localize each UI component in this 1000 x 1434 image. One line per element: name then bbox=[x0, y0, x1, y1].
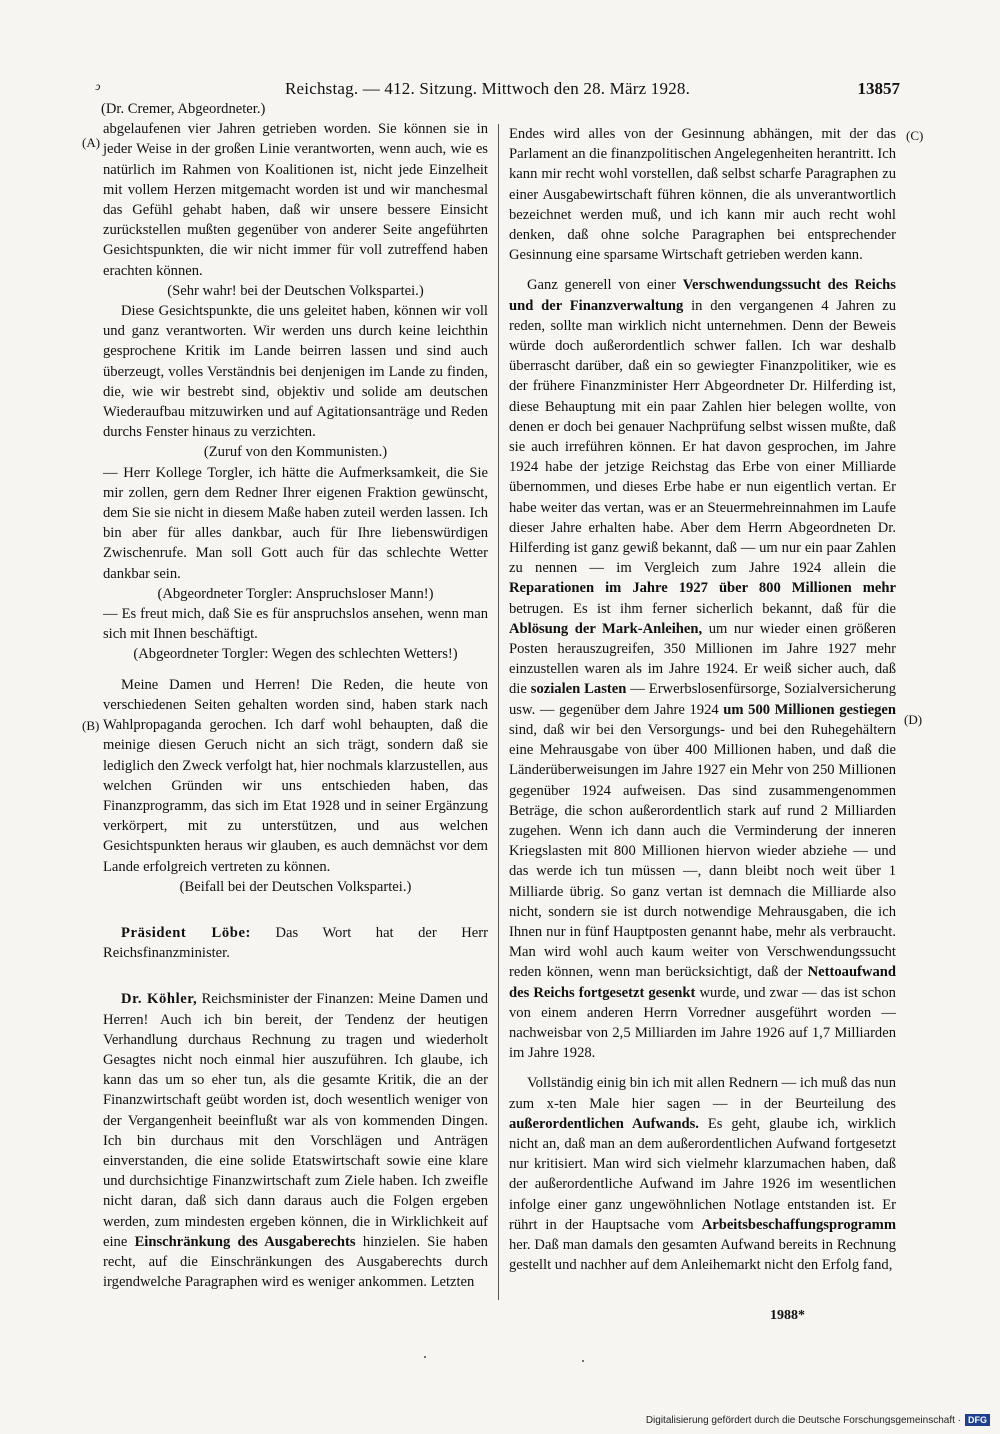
emphasis: Nettoaufwand des Reichs fortgesetzt gesenkt bbox=[509, 964, 896, 1001]
emphasis: Ablösung der Mark-Anleihen, bbox=[509, 620, 703, 637]
paragraph: Diese Gesichtspunkte, die uns geleitet haben, können wir voll und ganz verantworten. Wir werden uns durch keine leichthin gesprochene Kritik im Lande beirren lassen und sind auch überzeugt, volles Verständnis bei denjenigen im Lande zu finden, die, wie wir bestrebt sind, objektiv und solide am deutschen Wiederaufbau mitzuwirken und auf Agitationsanträge und Reden durchs Fenster hinaus zu verzichten. bbox=[103, 303, 488, 441]
credit-text: Digitalisierung gefördert durch die Deutsche Forschungsgemeinschaft · bbox=[645, 1414, 961, 1426]
header-margin-mark: ↄ bbox=[95, 79, 101, 93]
interjection: (Abgeordneter Torgler: Wegen des schlechten Wetters!) bbox=[133, 646, 458, 663]
dfg-logo: DFG bbox=[965, 1414, 990, 1426]
paragraph bbox=[509, 1073, 896, 1275]
speech-text: Meine Damen und Herren! Auch ich bin bereit, der Tendenz der heutigen Verhandlung durchaus Rechnung zu tragen und wiederholt Gesagtes nicht noch einmal hier auszuführen. Ich glaube, ich kann das um so eher tun, als die gesamte Kritik, die an der Finanzwirtschaft geübt worden ist, doch wesentlich weniger von der Vergangenheit beeinflußt war als von kommenden Dingen. Ich bin durchaus mit den Vorschlägen und Anträgen einverstanden, die eine solide Etatswirtschaft sowie eine klare und durchsichtige Finanzwirtschaft zum Ziele haben. Ich zweifle nicht daran, daß sich dann daraus auch die Folgen ergeben werden, zum mindesten ergeben können, die in Wirklichkeit auf eine bbox=[103, 991, 488, 1250]
speaker-name: Präsident Löbe: bbox=[121, 924, 251, 941]
paragraph: — Es freut mich, daß Sie es für anspruchslos ansehen, wenn man sich mit Ihnen beschäftigt. bbox=[103, 606, 488, 643]
text-run: wurde, und zwar — das ist schon von einem anderen Herrn Vorredner ausgeführt worden — nachweisbar von 2,5 Milliarden im Jahre 1926 auf 1,7 Milliarden im Jahre 1928. bbox=[509, 984, 896, 1062]
emphasis: Arbeitsbeschaffungsprogramm bbox=[701, 1216, 896, 1233]
emphasis: Verschwendungssucht des Reichs und der Finanzverwaltung bbox=[509, 277, 896, 314]
page-number: 13857 bbox=[857, 79, 900, 98]
left-column bbox=[103, 99, 488, 1292]
margin-marker-b: (B) bbox=[82, 718, 100, 733]
interjection: (Beifall bei der Deutschen Volkspartei.) bbox=[179, 878, 412, 895]
margin-marker-a: (A) bbox=[82, 135, 101, 150]
text-run: Vollständig einig bin ich mit allen Rednern — ich muß das nun zum x-ten Male hier sagen — in der Beurteilung des bbox=[509, 1075, 896, 1112]
digitization-credit bbox=[646, 1414, 990, 1426]
text-run: in den vergangenen 4 Jahren zu reden, sollte man wirklich nicht unternehmen. Denn der Beweis würde doch außerordentlich schwer fallen. Ich war deshalb überrascht darüber, daß ein so gewiegter Finanzpolitiker, wie es der frühere Finanzminister Herr Abgeordneter Dr. Hilferding ist, diese Behauptung mit ein paar Zahlen hier belegen wollte, von denen er doch bei genauer Nachprüfung selbst wissen mußte, daß sie auch irreführen können. Er hat davon gesprochen, im Jahre 1924 habe der jetzige Reichstag das Erbe von einer Milliarde übernommen, und dieses Erbe habe er nun eigentlich vertan. Er habe weiter das vertan, was er an Steuermehreinnahmen im Laufe dieser Jahre erhalten habe. Aber dem Herrn Abgeordneten Dr. Hilferding ist ganz gewiß bekannt, daß — um nur ein paar Zahlen zu nennen — im Vergleich zum Jahre 1924 allein die bbox=[509, 297, 896, 577]
interjection: (Sehr wahr! bei der Deutschen Volkspartei.) bbox=[167, 282, 424, 299]
right-column bbox=[509, 124, 896, 1275]
text-run: sind, daß wir bei den Versorgungs- und bei den Ruhegehältern eine Mehrausgabe von über 400 Millionen haben, und daß die Länderüberweisungen im Jahre 1927 ein Mehr von 250 Millionen gegenüber 1924 aufweisen. Das sind zusammengenommen Beträge, die schon außerordentlich stark auf rund 2 Milliarden zugehen. Wenn ich dann auch die Verminderung der inneren Kriegslasten mit 800 Millionen hiervon wieder abziehe — und das werde ich tun müssen —, dann bleibt noch weit über 1 Milliarde übrig. So ganz vertan ist demnach die Milliarde also nicht, sondern sie ist durch notwendige Mehrausgaben, die ich Ihnen nur in fünf Hauptposten genannt habe, mehr als verbraucht. Man wird wohl auch kaum weiter von Verschwendungssucht reden können, wenn man berücksichtigt, daß der bbox=[509, 721, 896, 981]
text-run: Ganz generell von einer bbox=[527, 277, 677, 294]
statement-text: Das Wort hat der Herr Reichsfinanzminister. bbox=[103, 924, 488, 962]
text-run: betrugen. Es ist ihm ferner sicherlich bekannt, daß für die bbox=[509, 600, 896, 617]
paragraph: Meine Damen und Herren! Die Reden, die heute von verschiedenen Seiten gehalten worden sind, haben stark nach Wahlpropaganda gerochen. Ich darf wohl behaupten, daß die meinige diesen Geruch nicht an sich trägt, sondern daß sie lediglich den Zweck verfolgt hat, hier nochmals klarzustellen, aus welchen Gründen wir uns entschieden haben, das Finanzprogramm, das sich im Etat 1928 und in seiner Ergänzung verkörpert, mit zu unterstützen, und aus welchen Gesichtspunkten heraus wir glauben, es auch demnächst vor dem Lande erfolgreich vertreten zu können. bbox=[103, 676, 488, 875]
text-run: Es geht, glaube ich, wirklich nicht an, daß man an dem außerordentlichen Aufwand fortgesetzt nur kritisiert. Man wird sich vielmehr klarzumachen haben, daß der außerordentliche Aufwand im Jahre 1926 im wesentlichen infolge einer ganz ungewöhnlichen Notlage entstanden ist. Er rührt in der Hauptsache vom bbox=[509, 1115, 896, 1233]
interjection: (Zuruf von den Kommunisten.) bbox=[203, 444, 388, 461]
speaker-name: Dr. Köhler, bbox=[121, 991, 198, 1008]
emphasis: sozialen Lasten bbox=[530, 681, 627, 698]
paragraph bbox=[509, 275, 896, 1063]
running-title: Reichstag. — 412. Sitzung. Mittwoch den 28. März 1928. bbox=[285, 79, 691, 98]
text-run: her. Daß man damals den gesamten Aufwand bereits in Rechnung gestellt und nachher auf dem Anleihemarkt nicht den Erfolg fand, bbox=[509, 1236, 896, 1274]
column-divider bbox=[498, 124, 499, 1300]
paragraph: Endes wird alles von der Gesinnung abhängen, mit der das Parlament an die finanzpolitischen Angelegenheiten herantritt. Ich kann mir recht wohl vorstellen, daß selbst scharfe Paragraphen zu einer Ausgabewirtschaft führen können, die als unverantwortlich bezeichnet werden muß, und ich kann mir auch recht wohl denken, daß ohne solche Paragraphen bei entsprechender Gesinnung eine sparsame Wirtschaft getrieben werden kann. bbox=[509, 126, 896, 264]
speaker-continuation: (Dr. Cremer, Abgeordneter.) bbox=[101, 101, 266, 117]
text-run: — Erwerbslosenfürsorge, Sozialversicherung usw. — gegenüber dem Jahre 1924 bbox=[509, 681, 897, 718]
margin-marker-d: (D) bbox=[904, 712, 923, 727]
paragraph: abgelaufenen vier Jahren getrieben worden. Sie können sie in jeder Weise in der großen Linie verantworten, wenn auch, wie es natürlich im Rahmen von Koalitionen ist, nicht jede Einzelheit mit vollem Herzen mitgemacht worden ist und wir manchesmal das Gefühl gehabt haben, daß wir unsere bessere Einsicht zurückstellen mußten gegenüber von anderer Seite angeführten Gesichtspunkten, die wir nicht immer für voll zutreffend haben erachten können. bbox=[103, 121, 488, 279]
president-statement bbox=[103, 923, 488, 963]
emphasis: Reparationen im Jahre 1927 über 800 Millionen mehr bbox=[509, 580, 896, 597]
text-run: um nur wieder einen größeren Posten herauszugreifen, 350 Millionen im Jahre 1927 mehr einzustellen waren als im Jahre 1924. Er weiß sicher auch, daß die bbox=[509, 620, 896, 698]
speaker-role: Reichsminister der Finanzen: bbox=[201, 991, 374, 1008]
page-header bbox=[95, 79, 900, 101]
scan-speck bbox=[424, 1356, 426, 1358]
emphasis: Einschränkung des Ausgaberechts bbox=[134, 1233, 356, 1250]
scan-speck bbox=[582, 1360, 584, 1362]
interjection: (Abgeordneter Torgler: Anspruchsloser Mann!) bbox=[157, 585, 434, 602]
emphasis: um 500 Millionen gestiegen bbox=[723, 701, 896, 718]
sheet-signature: 1988* bbox=[770, 1308, 805, 1323]
margin-marker-c: (C) bbox=[906, 128, 924, 143]
emphasis: außerordentlichen Aufwands. bbox=[509, 1115, 699, 1132]
speech-text: hinzielen. Sie haben recht, auf die Einschränkungen des Ausgaberechts durch irgendwelche Paragraphen wird es weniger ankommen. Letzten bbox=[103, 1233, 488, 1291]
paragraph: — Herr Kollege Torgler, ich hätte die Aufmerksamkeit, die Sie mir zollen, gern dem Redner Ihrer eigenen Fraktion gewünscht, dem Sie sie nicht in diesem Maße haben zuteil werden lassen. Ich bin aber für alles dankbar, auch für Ihre liebenswürdigen Zwischenrufe. Man soll Gott auch für das schlechte Wetter dankbar sein. bbox=[103, 464, 488, 582]
minister-speech bbox=[103, 989, 488, 1292]
